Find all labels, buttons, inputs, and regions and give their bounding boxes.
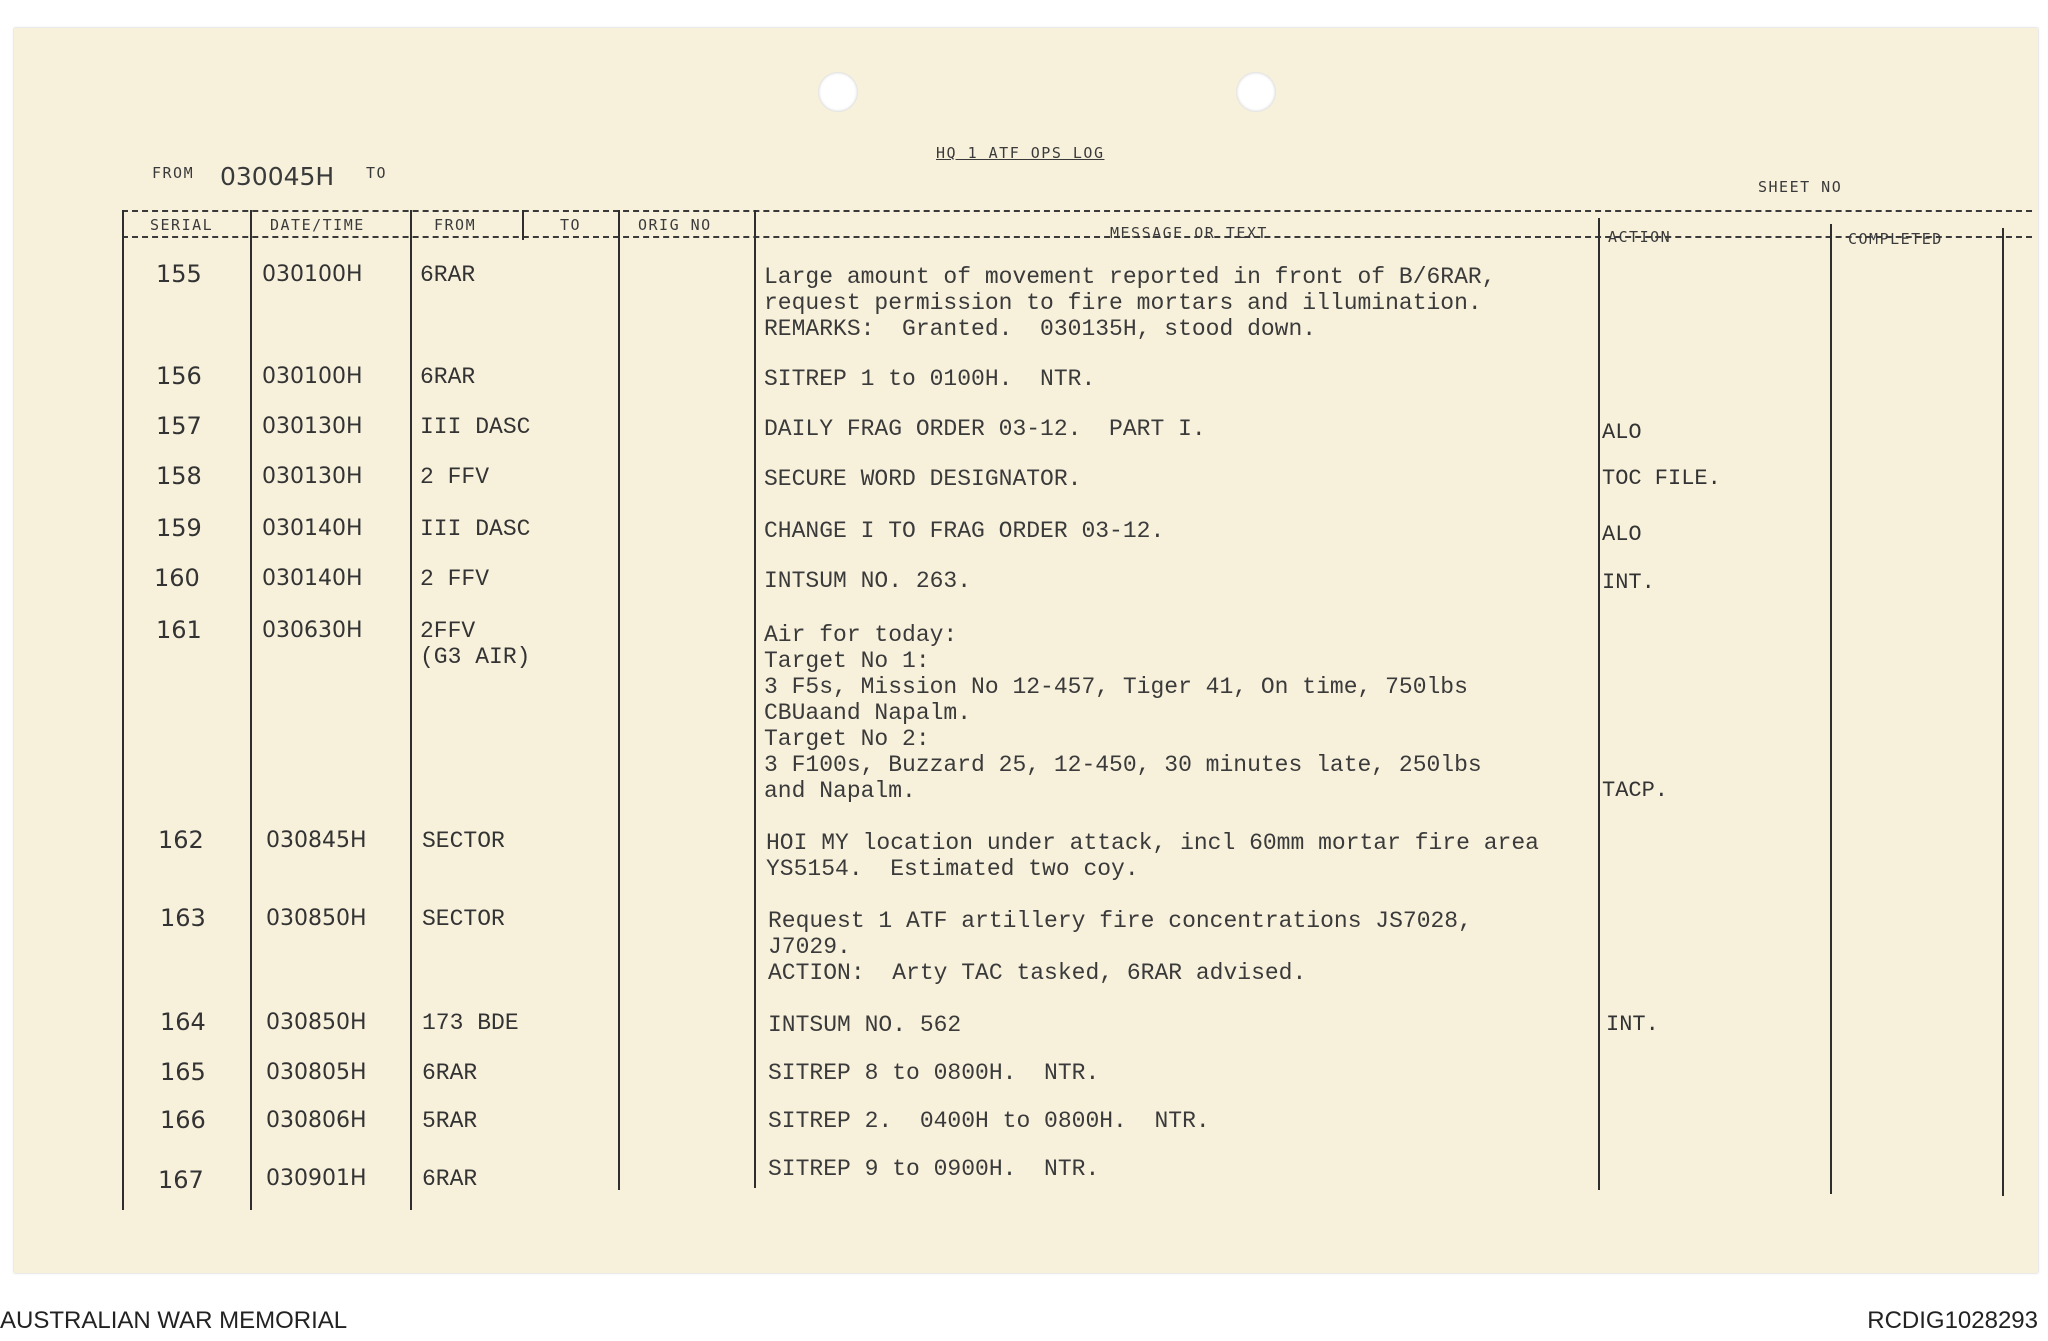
- log-title: HQ 1 ATF OPS LOG: [936, 144, 1105, 162]
- from-cell: 6RAR: [422, 1060, 478, 1086]
- datetime-cell: 030130H: [262, 464, 363, 489]
- datetime-cell: 030850H: [266, 1010, 367, 1035]
- action-cell: ALO: [1602, 522, 1642, 547]
- column-divider: [1830, 224, 1832, 1194]
- serial-cell: 160: [154, 564, 200, 592]
- serial-cell: 165: [160, 1058, 206, 1086]
- from-value: 030045H: [220, 162, 335, 191]
- datetime-cell: 030630H: [262, 618, 363, 643]
- datetime-cell: 030140H: [262, 516, 363, 541]
- action-cell: ALO: [1602, 420, 1642, 445]
- from-cell: 6RAR: [420, 262, 476, 288]
- datetime-cell: 030100H: [262, 262, 363, 287]
- punch-hole: [1236, 72, 1276, 112]
- serial-cell: 163: [160, 904, 206, 932]
- serial-cell: 167: [158, 1166, 204, 1194]
- action-cell: INT.: [1606, 1012, 1659, 1037]
- column-header-action: ACTION: [1608, 228, 1672, 246]
- datetime-cell: 030100H: [262, 364, 363, 389]
- serial-cell: 162: [158, 826, 204, 854]
- message-cell: CHANGE I TO FRAG ORDER 03-12.: [764, 518, 1165, 544]
- column-divider: [522, 210, 524, 240]
- to-label: TO: [366, 164, 388, 182]
- datetime-cell: 030845H: [266, 828, 367, 853]
- log-sheet: [14, 28, 2038, 1273]
- datetime-cell: 030130H: [262, 414, 363, 439]
- from-cell: 6RAR: [420, 364, 476, 390]
- header-top-rule: [122, 210, 2032, 212]
- from-cell: 173 BDE: [422, 1010, 519, 1036]
- serial-cell: 166: [160, 1106, 206, 1134]
- column-divider: [1598, 218, 1600, 1190]
- from-cell: 2 FFV: [420, 464, 490, 490]
- message-cell: SITREP 9 to 0900H. NTR.: [768, 1156, 1100, 1182]
- from-cell: III DASC: [420, 516, 531, 542]
- from-cell: 5RAR: [422, 1108, 478, 1134]
- datetime-cell: 030850H: [266, 906, 367, 931]
- from-cell: 2 FFV: [420, 566, 490, 592]
- column-header-from: FROM: [434, 216, 477, 234]
- punch-hole: [818, 72, 858, 112]
- from-cell: 6RAR: [422, 1166, 478, 1192]
- from-cell: SECTOR: [422, 906, 505, 932]
- footer-institution: AUSTRALIAN WAR MEMORIAL: [0, 1307, 348, 1334]
- serial-cell: 155: [156, 260, 202, 288]
- datetime-cell: 030805H: [266, 1060, 367, 1085]
- column-header-serial: SERIAL: [150, 216, 214, 234]
- footer-record-id: RCDIG1028293: [1867, 1307, 2038, 1334]
- from-cell: SECTOR: [422, 828, 505, 854]
- serial-cell: 157: [156, 412, 202, 440]
- message-cell: DAILY FRAG ORDER 03-12. PART I.: [764, 416, 1206, 442]
- message-cell: Air for today: Target No 1: 3 F5s, Mission No 12-457, Tiger 41, On time, 750lbs CBUaand Napalm. Target No 2: 3 F100s, Buzzard 25, 12-450, 30 minutes late, 250lbs and Napalm.: [764, 622, 1482, 804]
- column-divider: [2002, 228, 2004, 1196]
- message-cell: SITREP 1 to 0100H. NTR.: [764, 366, 1096, 392]
- datetime-cell: 030140H: [262, 566, 363, 591]
- action-cell: INT.: [1602, 570, 1655, 595]
- from-cell: III DASC: [420, 414, 531, 440]
- column-header-orig-no: ORIG NO: [638, 216, 712, 234]
- from-label: FROM: [152, 164, 195, 182]
- column-header-datetime: DATE/TIME: [270, 216, 365, 234]
- column-header-to: TO: [560, 216, 582, 234]
- serial-cell: 161: [156, 616, 202, 644]
- action-cell: TOC FILE.: [1602, 466, 1721, 491]
- serial-cell: 158: [156, 462, 202, 490]
- sheet-no-label: SHEET NO: [1758, 178, 1843, 196]
- message-cell: INTSUM NO. 562: [768, 1012, 962, 1038]
- header-bottom-rule: [122, 236, 2032, 238]
- column-divider: [250, 210, 252, 1210]
- message-cell: INTSUM NO. 263.: [764, 568, 972, 594]
- message-cell: SECURE WORD DESIGNATOR.: [764, 466, 1082, 492]
- column-header-message: MESSAGE OR TEXT: [1110, 224, 1268, 242]
- action-cell: TACP.: [1602, 778, 1669, 803]
- datetime-cell: 030806H: [266, 1108, 367, 1133]
- message-cell: Request 1 ATF artillery fire concentrations JS7028, J7029. ACTION: Arty TAC tasked, 6RAR advised.: [768, 908, 1472, 986]
- message-cell: SITREP 2. 0400H to 0800H. NTR.: [768, 1108, 1210, 1134]
- serial-cell: 159: [156, 514, 202, 542]
- column-divider: [754, 210, 756, 1188]
- from-cell: 2FFV (G3 AIR): [420, 618, 531, 670]
- column-divider: [618, 210, 620, 1190]
- column-divider: [410, 210, 412, 1210]
- message-cell: SITREP 8 to 0800H. NTR.: [768, 1060, 1100, 1086]
- serial-cell: 156: [156, 362, 202, 390]
- column-header-completed: COMPLETED: [1848, 230, 1943, 248]
- datetime-cell: 030901H: [266, 1166, 367, 1191]
- column-divider: [122, 210, 124, 1210]
- message-cell: Large amount of movement reported in front of B/6RAR, request permission to fire mortars and illumination. REMARKS: Granted. 030135H, stood down.: [764, 264, 1496, 342]
- message-cell: HOI MY location under attack, incl 60mm mortar fire area YS5154. Estimated two coy.: [766, 830, 1539, 882]
- serial-cell: 164: [160, 1008, 206, 1036]
